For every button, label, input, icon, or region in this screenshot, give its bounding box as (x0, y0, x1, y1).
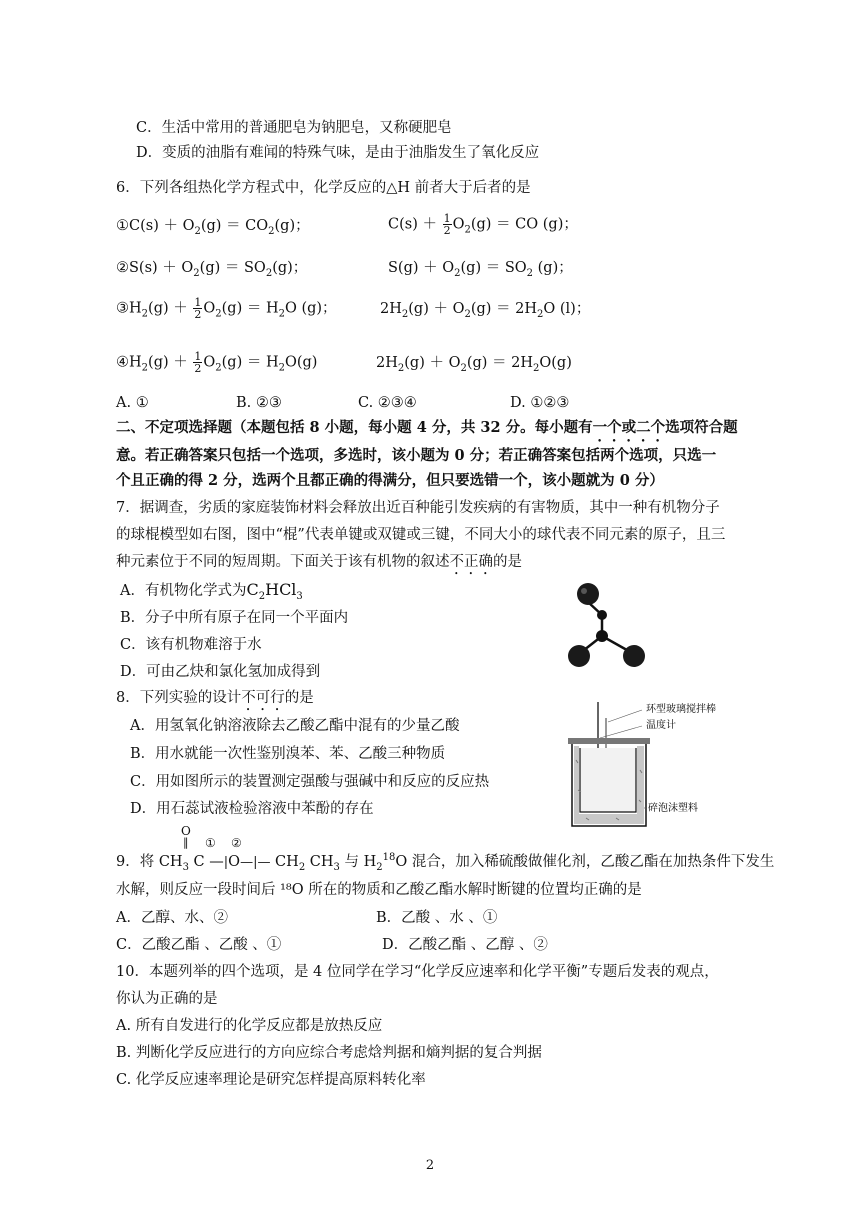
q10-line2: 你认为正确的是 (116, 991, 218, 1007)
q9-double-bond: ‖ (183, 836, 189, 849)
fraction: $\frac{1}{2}$ (194, 350, 202, 375)
q7-option-b: B．分子中所有原子在同一个平面内 (120, 610, 349, 626)
fraction: $\frac{1}{2}$ (194, 296, 202, 321)
q8-stem: 8．下列实验的设计不可行的是 (116, 690, 314, 706)
q8-option-d: D．用石蕊试液检验溶液中苯酚的存在 (130, 801, 374, 817)
q5-option-c: C．生活中常用的普通肥皂为钠肥皂，又称硬肥皂 (136, 120, 452, 136)
ball-stick-model-figure (566, 582, 646, 672)
label-stirrer: 环型玻璃搅拌棒 (646, 704, 716, 715)
q8-option-b: B．用水就能一次性鉴别溴苯、苯、乙酸三种物质 (130, 746, 446, 762)
q6-option-c: C. ②③④ (358, 395, 417, 411)
calorimeter-figure (566, 700, 716, 832)
label-thermometer: 温度计 (646, 720, 676, 731)
q7-option-c: C．该有机物难溶于水 (120, 637, 262, 653)
q9-bond-mark-1: ① (205, 836, 216, 850)
q10-option-a: A. 所有自发进行的化学反应都是放热反应 (116, 1018, 383, 1034)
q9-option-d: D．乙酸乙酯 、乙醇 、② (382, 937, 548, 953)
q6-eq1-left: ①C(s) ＋ $O_2(g) = CO_2(g)$； (116, 218, 310, 237)
q9-line1: 9．将 $CH_3$ C —|O—|— $CH_2$ $CH_3$ 与 $H_2^{18}O$ 混合，加入稀硫酸做催化剂，乙酸乙酯在加热条件下发生 (116, 852, 775, 873)
section2-line3: 个且正确的得 2 分，选两个且都正确的得满分，但只要选错一个，该小题就为 0 分） (116, 472, 664, 489)
q10-option-c: C. 化学反应速率理论是研究怎样提高原料转化率 (116, 1072, 426, 1088)
q6-option-a: A. ① (116, 395, 149, 411)
q6-eq3-right: $2H_2(g) + O_2(g) = 2H_2O$ (l)； (380, 301, 591, 320)
q9-option-b: B．乙酸 、水 、① (376, 910, 498, 926)
q6-eq2-left: ②S(s) ＋ $O_2(g) = SO_2(g)$； (116, 260, 308, 279)
q9-bond-mark-2: ② (231, 836, 242, 850)
q9-option-a: A．乙醇、水、② (116, 910, 228, 926)
q8-option-a: A．用氢氧化钠溶液除去乙酸乙酯中混有的少量乙酸 (130, 718, 460, 734)
section2-line1: 二、不定项选择题（本题包括 8 小题，每小题 4 分，共 32 分。每小题有一个或二个选项符合题 (116, 419, 738, 436)
label-foam: 碎泡沫塑料 (648, 803, 698, 814)
q6-option-b: B. ②③ (236, 395, 282, 411)
q6-eq4-right: $2H_2(g) + O_2(g) = 2H_2O(g)$ (376, 355, 572, 374)
q7-option-d: D．可由乙炔和氯化氢加成得到 (120, 664, 321, 680)
q7-option-a: A．有机物化学式为$C_2HCl_3$ (120, 580, 303, 603)
q6-eq3-left: $③H_2(g)$ ＋ $\frac{1}{2}$ $O_2(g) = H_2O$ (g)； (116, 296, 337, 321)
section2-line2: 意。若正确答案只包括一个选项，多选时，该小题为 0 分；若正确答案包括两个选项，只选一 (116, 447, 717, 464)
q9-line2: 水解，则反应一段时间后 ¹⁸O 所在的物质和乙酸乙酯水解时断键的位置均正确的是 (116, 882, 642, 898)
q6-eq2-right: $S(g) + O_2(g) = SO_2$ (g)； (388, 260, 573, 279)
q7-line3: 种元素位于不同的短周期。下面关于该有机物的叙述不正确的是 (116, 554, 522, 570)
q5-option-d: D．变质的油脂有难闻的特殊气味，是由于油脂发生了氧化反应 (136, 145, 540, 161)
page-number: 2 (425, 1158, 435, 1173)
q6-option-d: D. ①②③ (510, 395, 570, 411)
q9-option-c: C．乙酸乙酯 、乙酸 、① (116, 937, 282, 953)
fraction: $\frac{1}{2}$ (443, 212, 451, 237)
q10-line1: 10．本题列举的四个选项，是 4 位同学在学习“化学反应速率和化学平衡”专题后发表的观点， (116, 964, 719, 980)
q6-stem: 6．下列各组热化学方程式中，化学反应的△H 前者大于后者的是 (116, 180, 531, 196)
q8-option-c: C．用如图所示的装置测定强酸与强碱中和反应的反应热 (130, 774, 490, 790)
q10-option-b: B. 判断化学反应进行的方向应综合考虑焓判据和熵判据的复合判据 (116, 1045, 542, 1061)
q6-eq1-right: C(s) ＋ $\frac{1}{2}$ $O_2(g)$ ＝ CO (g)； (388, 212, 578, 237)
q7-line2: 的球棍模型如右图，图中“棍”代表单键或双键或三键，不同大小的球代表不同元素的原子，且三 (116, 527, 726, 543)
q6-eq4-left: $④H_2(g)$ ＋ $\frac{1}{2}$ $O_2(g) = H_2O(g)$ (116, 350, 318, 375)
q7-line1: 7．据调查，劣质的家庭装饰材料会释放出近百种能引发疾病的有害物质，其中一种有机物分子 (116, 500, 720, 516)
q9-carbonyl-o: O (181, 824, 191, 838)
